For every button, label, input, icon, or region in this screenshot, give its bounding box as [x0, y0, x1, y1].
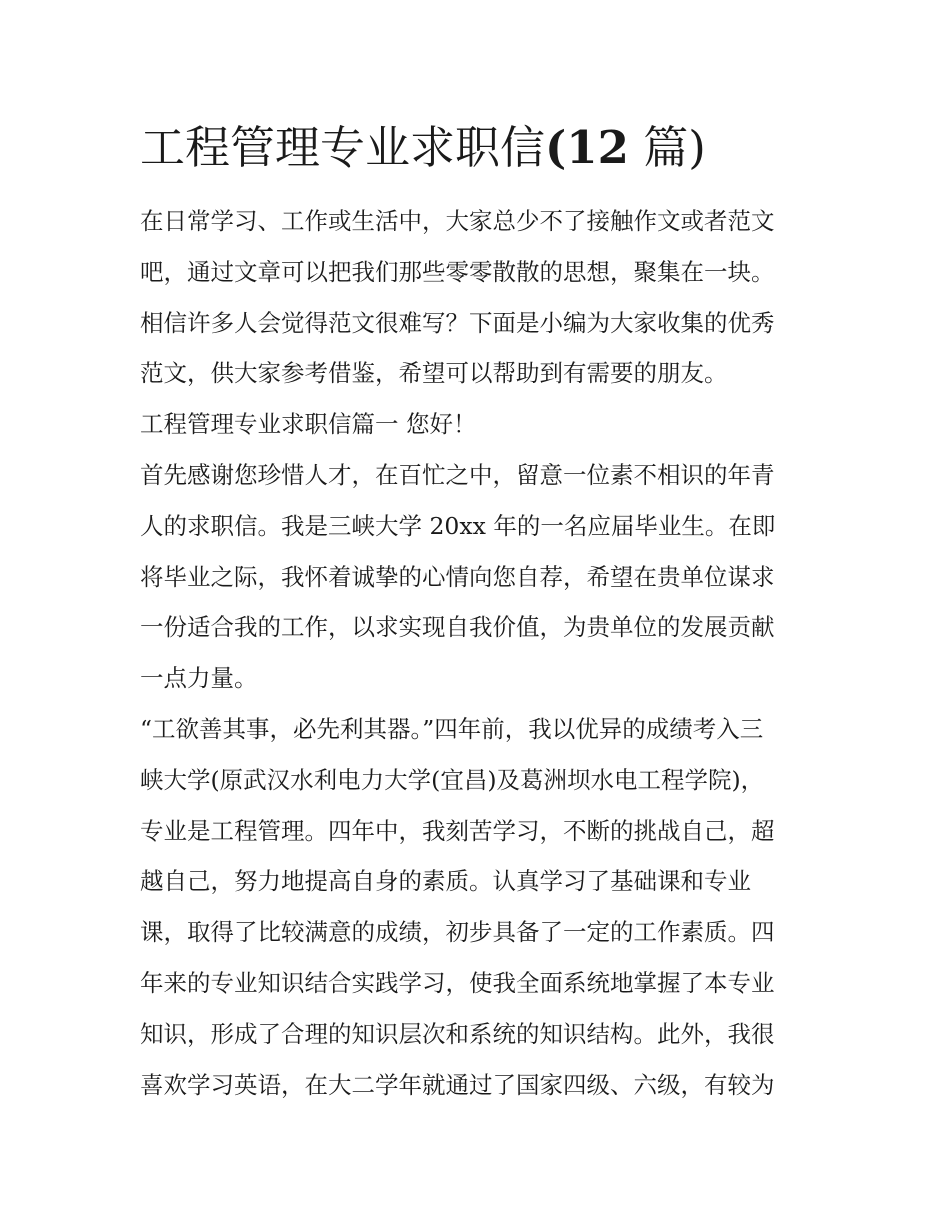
text-line: 越自己，努力地提高自身的素质。认真学习了基础课和专业	[140, 867, 751, 896]
text-line: 喜欢学习英语，在大二学年就通过了国家四级、六级，有较为	[140, 1070, 775, 1099]
text-line: 年来的专业知识结合实践学习，使我全面系统地掌握了本专业	[140, 968, 775, 997]
title-text: 工程管理专业求职信	[140, 121, 546, 174]
section-heading-line: 工程管理专业求职信篇一 您好！	[140, 410, 477, 439]
text-line: 峡大学(原武汉水利电力大学(宜昌)及葛洲坝水电工程学院)，	[140, 765, 765, 794]
text-line: 专业是工程管理。四年中，我刻苦学习，不断的挑战自己，超	[140, 816, 775, 845]
title-number: (12	[545, 121, 629, 174]
document-body	[140, 196, 812, 1110]
text-line: 知识，形成了合理的知识层次和系统的知识结构。此外，我很	[140, 1019, 775, 1048]
title-suffix: 篇)	[628, 121, 706, 174]
text-line: 一点力量。	[140, 664, 258, 693]
text-line: “工欲善其事，必先利其器。”四年前，我以优异的成绩考入三	[140, 714, 764, 743]
text-line: 范文，供大家参考借鉴，希望可以帮助到有需要的朋友。	[140, 359, 728, 388]
text-line: 人的求职信。我是三峡大学 20xx 年的一名应届毕业生。在即	[140, 511, 776, 540]
text-line: 在日常学习、工作或生活中，大家总少不了接触作文或者范文	[140, 207, 775, 235]
text-line: 将毕业之际，我怀着诚挚的心情向您自荐，希望在贵单位谋求	[140, 562, 775, 591]
text-line: 课，取得了比较满意的成绩，初步具备了一定的工作素质。四	[140, 918, 775, 947]
page-title	[140, 118, 820, 178]
text-line: 一份适合我的工作，以求实现自我价值，为贵单位的发展贡献	[140, 613, 775, 642]
text-line: 相信许多人会觉得范文很难写？下面是小编为大家收集的优秀	[140, 308, 775, 337]
text-line: 首先感谢您珍惜人才，在百忙之中，留意一位素不相识的年青	[140, 460, 775, 489]
text-line: 吧，通过文章可以把我们那些零零散散的思想，聚集在一块。	[140, 257, 775, 286]
